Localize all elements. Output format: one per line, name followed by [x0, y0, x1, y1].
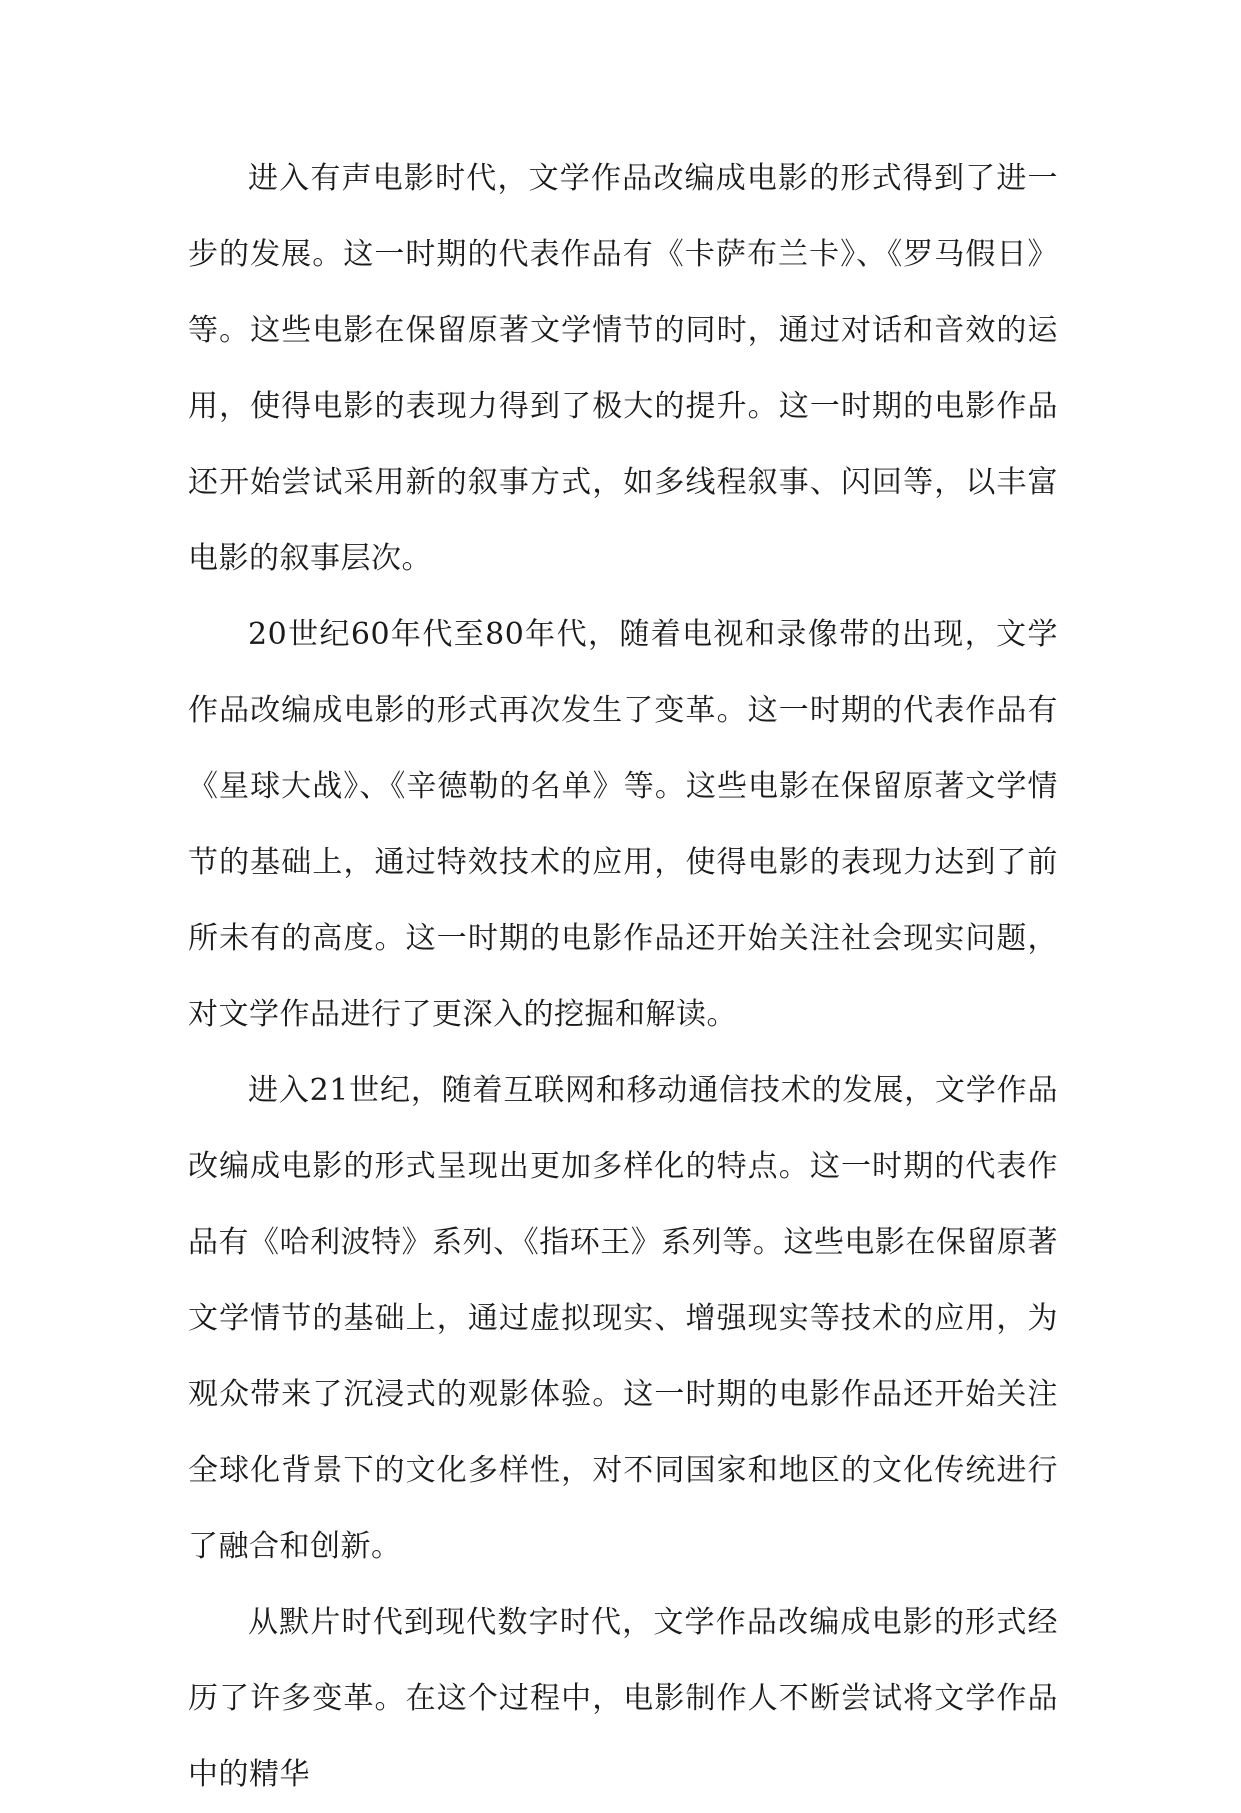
paragraph-summary: 从默片时代到现代数字时代，文学作品改编成电影的形式经历了许多变革。在这个过程中，电影制作人不断尝试将文学作品中的精华	[188, 1605, 1058, 1792]
paragraph-sound-film-era: 进入有声电影时代，文学作品改编成电影的形式得到了进一步的发展。这一时期的代表作品有《卡萨布兰卡》、《罗马假日》等。这些电影在保留原著文学情节的同时，通过对话和音效的运用，使得电影的表现力得到了极大的提升。这一时期的电影作品还开始尝试采用新的叙事方式，如多线程叙事、闪回等，以丰富电影的叙事层次。	[188, 161, 1058, 576]
paragraph-21st-century: 进入21世纪，随着互联网和移动通信技术的发展，文学作品改编成电影的形式呈现出更加多样化的特点。这一时期的代表作品有《哈利波特》系列、《指环王》系列等。这些电影在保留原著文学情节的基础上，通过虚拟现实、增强现实等技术的应用，为观众带来了沉浸式的观影体验。这一时期的电影作品还开始关注全球化背景下的文化多样性，对不同国家和地区的文化传统进行了融合和创新。	[188, 1073, 1058, 1564]
paragraph-1960s-1980s: 20世纪60年代至80年代，随着电视和录像带的出现，文学作品改编成电影的形式再次发生了变革。这一时期的代表作品有《星球大战》、《辛德勒的名单》等。这些电影在保留原著文学情节的基础上，通过特效技术的应用，使得电影的表现力达到了前所未有的高度。这一时期的电影作品还开始关注社会现实问题，对文学作品进行了更深入的挖掘和解读。	[188, 617, 1058, 1032]
document-body	[188, 141, 1058, 1813]
